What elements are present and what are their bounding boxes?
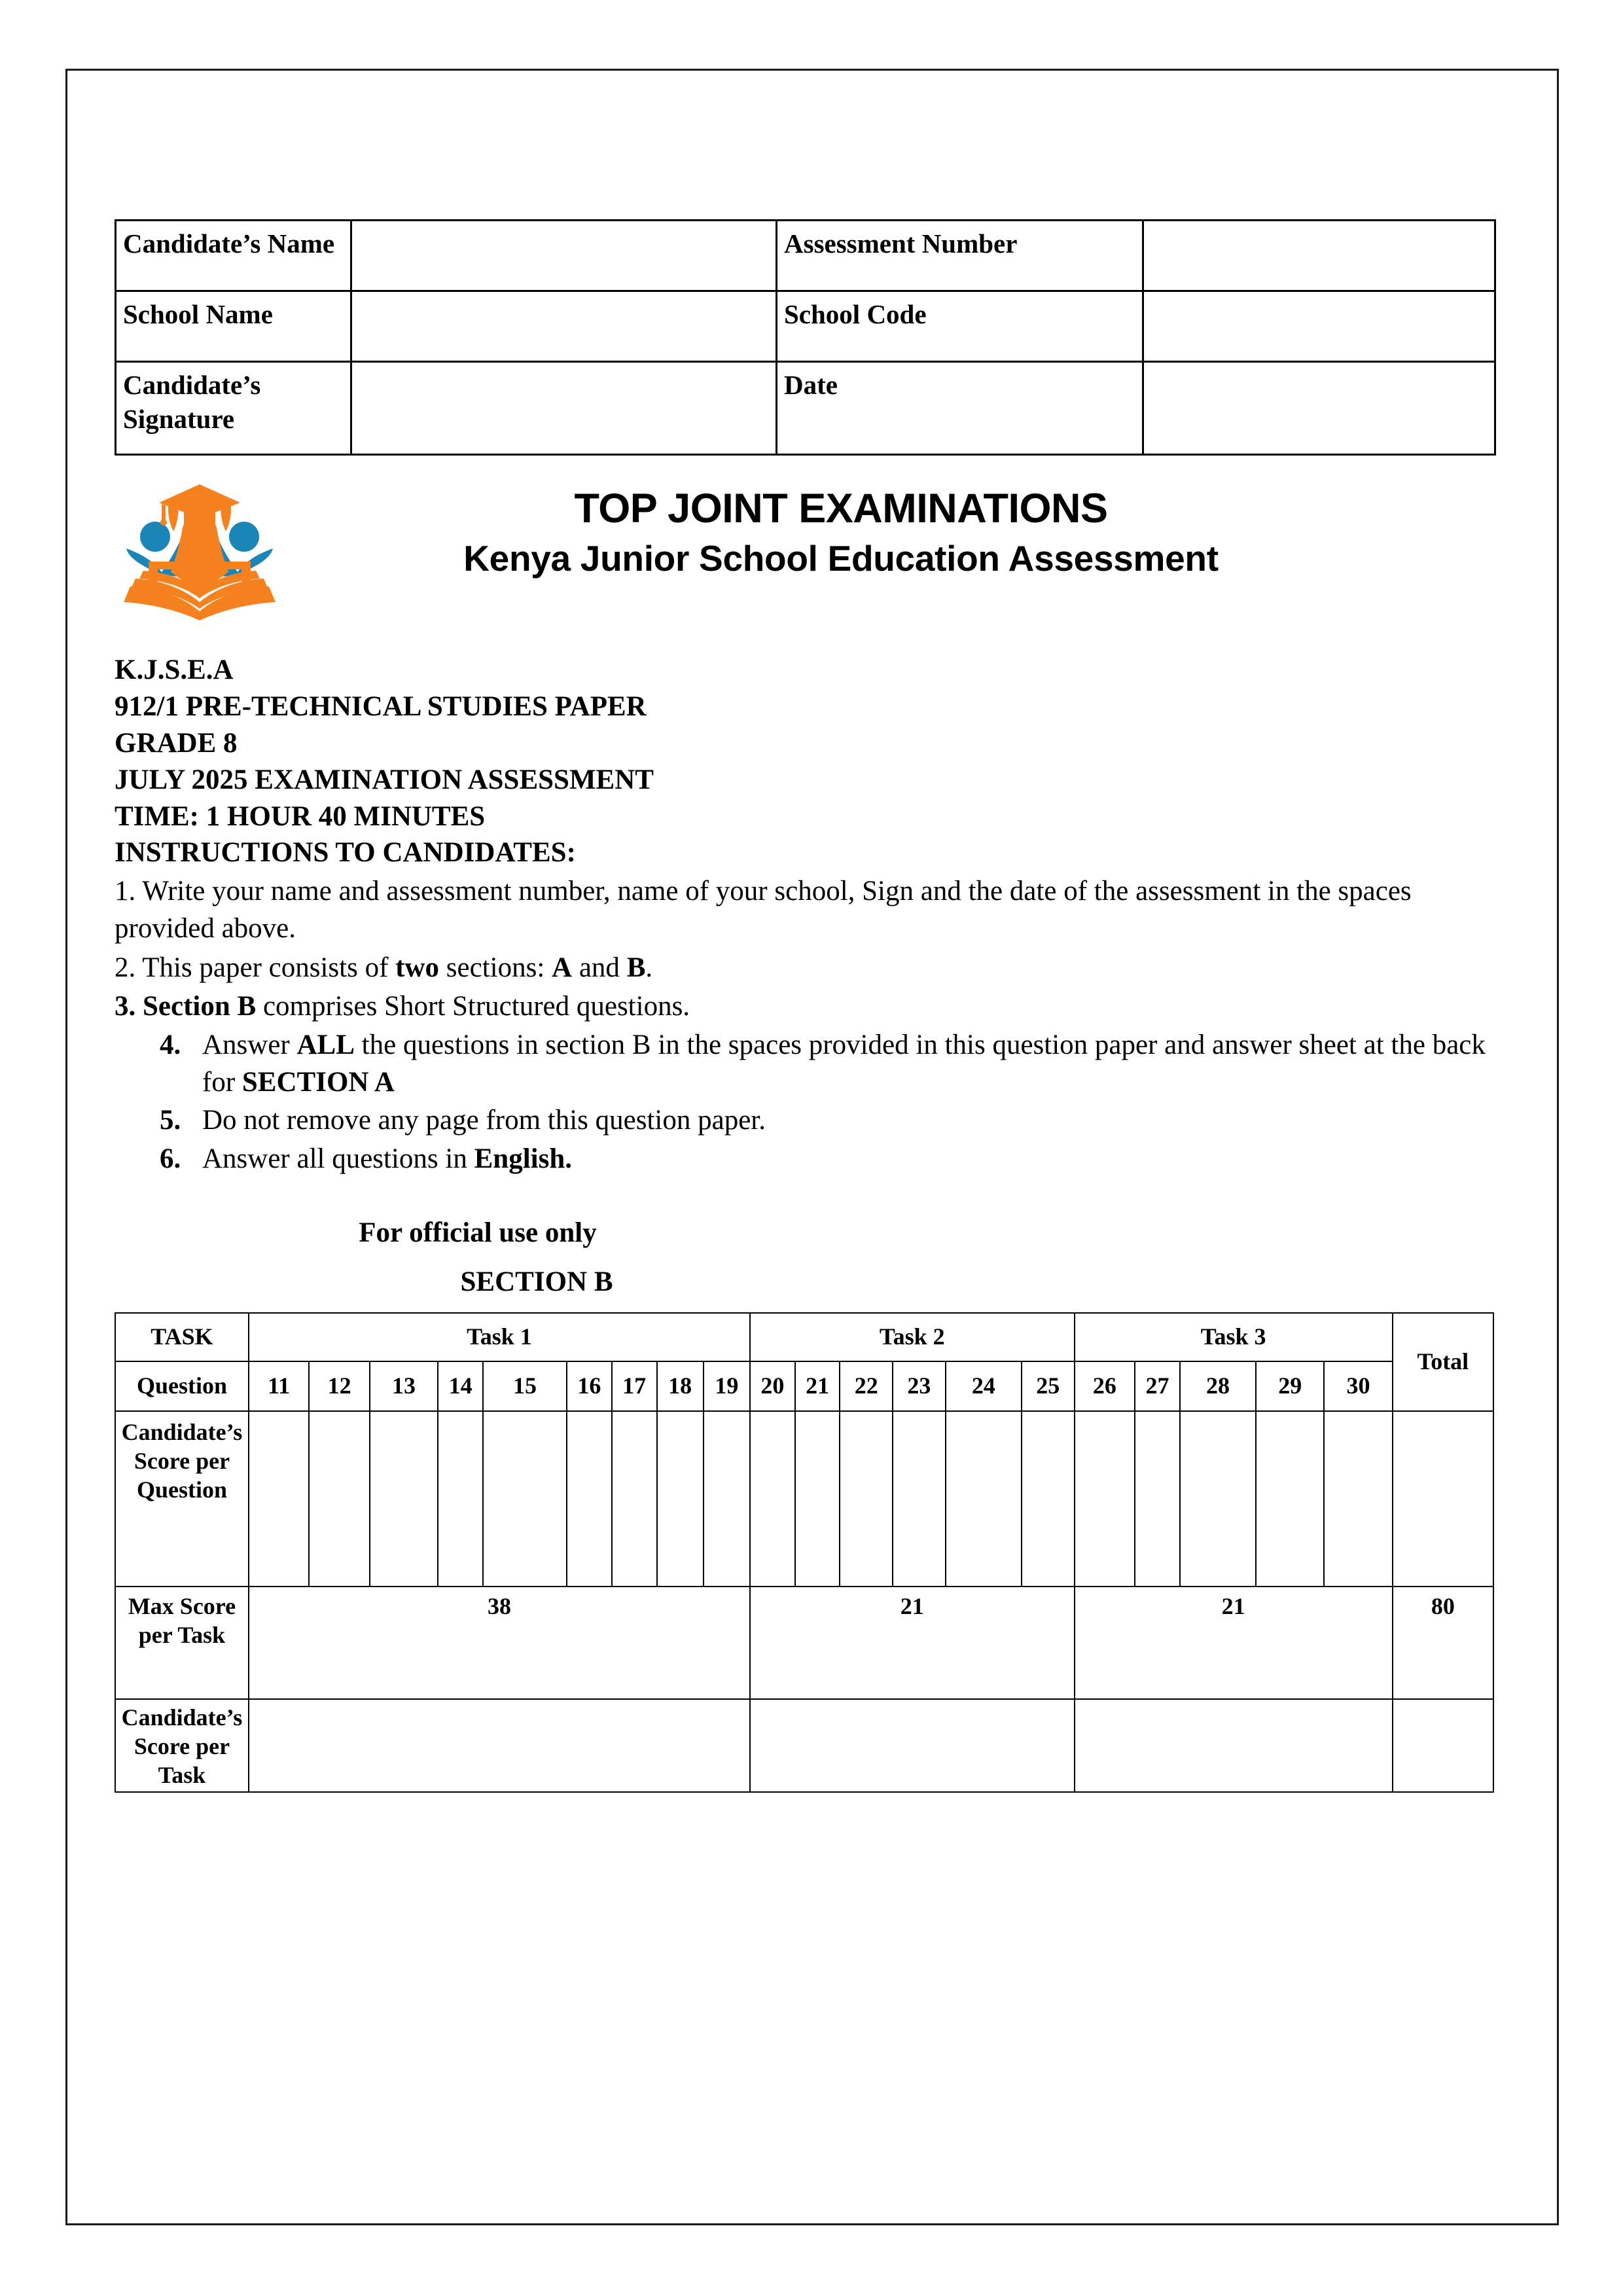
instruction-2-bold-two: two	[395, 952, 440, 983]
instruction-6-bold-english: English.	[474, 1143, 573, 1174]
score-cell-q19[interactable]	[704, 1411, 750, 1587]
score-cell-q14[interactable]	[438, 1411, 483, 1587]
marks-question-row	[115, 1361, 1493, 1411]
page-subtitle: Kenya Junior School Education Assessment	[463, 538, 1219, 579]
instruction-2-part-g: .	[645, 952, 653, 983]
candidate-signature-field[interactable]	[351, 362, 777, 455]
score-cell-q20[interactable]	[750, 1411, 795, 1587]
assessment-number-label: Assessment Number	[777, 221, 1143, 291]
session-line: JULY 2025 EXAMINATION ASSESSMENT	[115, 764, 654, 795]
question-number-19: 19	[704, 1361, 750, 1411]
question-number-29: 29	[1256, 1361, 1324, 1411]
instruction-item-6	[188, 1140, 1495, 1177]
instruction-3-bold-section-b: Section B	[143, 990, 257, 1022]
question-row-label: Question	[115, 1361, 249, 1411]
question-number-15: 15	[483, 1361, 567, 1411]
candidate-signature-label: Candidate’s Signature	[116, 362, 351, 455]
score-cell-q12[interactable]	[309, 1411, 369, 1587]
score-cell-q22[interactable]	[840, 1411, 893, 1587]
exam-code-line: K.J.S.E.A	[115, 654, 234, 685]
instruction-2-part-a: 2. This paper consists of	[115, 952, 396, 983]
instruction-2-part-e: and	[572, 952, 627, 983]
instruction-item-5	[188, 1102, 1495, 1139]
score-cell-q15[interactable]	[483, 1411, 567, 1587]
candidate-score-task-3[interactable]	[1075, 1699, 1393, 1792]
instruction-item-1: 1. Write your name and assessment number, name of your school, Sign and the date of the assessment in the spaces provided above.	[115, 876, 1412, 944]
school-code-label: School Code	[777, 291, 1143, 362]
question-number-24: 24	[946, 1361, 1022, 1411]
page-title: TOP JOINT EXAMINATIONS	[574, 485, 1108, 531]
question-number-17: 17	[612, 1361, 657, 1411]
question-number-23: 23	[893, 1361, 946, 1411]
graduation-book-logo-icon	[121, 480, 278, 623]
score-cell-q26[interactable]	[1075, 1411, 1135, 1587]
question-number-16: 16	[567, 1361, 612, 1411]
score-cell-q23[interactable]	[893, 1411, 946, 1587]
question-number-11: 11	[249, 1361, 309, 1411]
date-label: Date	[777, 362, 1143, 455]
instruction-item-3	[115, 988, 1495, 1025]
instruction-2-bold-b: B	[626, 952, 646, 983]
candidate-score-total[interactable]	[1393, 1699, 1493, 1792]
max-score-task-1: 38	[249, 1587, 750, 1699]
section-b-heading: SECTION B	[460, 1266, 613, 1297]
instruction-4-part-c: the questions in section B in the spaces provided in this question paper and answer sheet at the back for	[202, 1030, 1486, 1098]
score-per-task-label: Candidate’s Score per Task	[115, 1699, 249, 1792]
score-cell-q29[interactable]	[1256, 1411, 1324, 1587]
score-cell-q16[interactable]	[567, 1411, 612, 1587]
marks-task-header-row	[115, 1313, 1493, 1361]
exam-meta	[115, 652, 1495, 871]
instruction-2-part-c: sections:	[439, 952, 552, 983]
instruction-4-bold-section-a: SECTION A	[241, 1067, 395, 1098]
score-cell-q18[interactable]	[657, 1411, 704, 1587]
school-code-field[interactable]	[1143, 291, 1495, 362]
max-score-total: 80	[1393, 1587, 1493, 1699]
task-column-label: TASK	[115, 1313, 249, 1361]
time-line: TIME: 1 HOUR 40 MINUTES	[115, 800, 486, 832]
table-row	[116, 221, 1495, 291]
instruction-6-part-a: Answer all questions in	[202, 1143, 474, 1174]
candidate-details-table	[115, 219, 1496, 456]
instructions-heading: INSTRUCTIONS TO CANDIDATES:	[115, 837, 576, 869]
score-cell-q27[interactable]	[1135, 1411, 1180, 1587]
title-group	[285, 484, 1397, 581]
instruction-item-4	[188, 1026, 1495, 1101]
score-cell-q24[interactable]	[946, 1411, 1022, 1587]
instruction-4-part-a: Answer	[202, 1030, 297, 1061]
marks-max-score-row	[115, 1587, 1493, 1699]
question-number-14: 14	[438, 1361, 483, 1411]
question-number-27: 27	[1135, 1361, 1180, 1411]
table-row	[116, 291, 1495, 362]
max-score-task-3: 21	[1075, 1587, 1393, 1699]
candidate-score-task-2[interactable]	[750, 1699, 1075, 1792]
score-cell-q25[interactable]	[1022, 1411, 1075, 1587]
date-field[interactable]	[1143, 362, 1495, 455]
assessment-number-field[interactable]	[1143, 221, 1495, 291]
brand-header	[115, 479, 1495, 624]
candidate-name-label: Candidate’s Name	[116, 221, 351, 291]
instruction-sublist	[115, 1026, 1495, 1177]
max-score-per-task-label: Max Score per Task	[115, 1587, 249, 1699]
marks-table	[115, 1312, 1494, 1793]
task-1-header: Task 1	[249, 1313, 750, 1361]
grade-line: GRADE 8	[115, 727, 238, 759]
question-number-25: 25	[1022, 1361, 1075, 1411]
question-number-20: 20	[750, 1361, 795, 1411]
score-cell-q28[interactable]	[1180, 1411, 1256, 1587]
max-score-task-2: 21	[750, 1587, 1075, 1699]
score-cell-q30[interactable]	[1324, 1411, 1392, 1587]
page-content	[115, 219, 1495, 1793]
question-number-28: 28	[1180, 1361, 1256, 1411]
question-number-21: 21	[795, 1361, 840, 1411]
question-number-12: 12	[309, 1361, 369, 1411]
score-per-question-label: Candidate’s Score per Question	[115, 1411, 249, 1587]
question-number-22: 22	[840, 1361, 893, 1411]
instruction-item-2	[115, 949, 1495, 986]
instruction-3-number: 3.	[115, 990, 143, 1022]
marks-candidate-score-per-task-row	[115, 1699, 1493, 1792]
score-cell-total[interactable]	[1393, 1411, 1493, 1587]
score-cell-q13[interactable]	[370, 1411, 438, 1587]
instruction-5-text: Do not remove any page from this question paper.	[202, 1105, 766, 1136]
score-cell-q21[interactable]	[795, 1411, 840, 1587]
question-number-30: 30	[1324, 1361, 1392, 1411]
instruction-3-part-c: comprises Short Structured questions.	[256, 990, 690, 1022]
candidate-name-field[interactable]	[351, 221, 777, 291]
paper-title-line: 912/1 PRE-TECHNICAL STUDIES PAPER	[115, 691, 647, 722]
school-name-field[interactable]	[351, 291, 777, 362]
question-number-26: 26	[1075, 1361, 1135, 1411]
score-cell-q17[interactable]	[612, 1411, 657, 1587]
instruction-4-bold-all: ALL	[296, 1030, 355, 1061]
table-row	[116, 362, 1495, 455]
candidate-score-task-1[interactable]	[249, 1699, 750, 1792]
school-name-label: School Name	[116, 291, 351, 362]
marks-score-per-question-row	[115, 1411, 1493, 1587]
task-2-header: Task 2	[750, 1313, 1075, 1361]
question-number-18: 18	[657, 1361, 704, 1411]
total-column-header: Total	[1393, 1313, 1493, 1411]
question-number-13: 13	[370, 1361, 438, 1411]
instructions-block	[115, 872, 1495, 1177]
score-cell-q11[interactable]	[249, 1411, 309, 1587]
task-3-header: Task 3	[1075, 1313, 1393, 1361]
official-use-heading: For official use only	[359, 1217, 597, 1248]
instruction-2-bold-a: A	[552, 952, 573, 983]
